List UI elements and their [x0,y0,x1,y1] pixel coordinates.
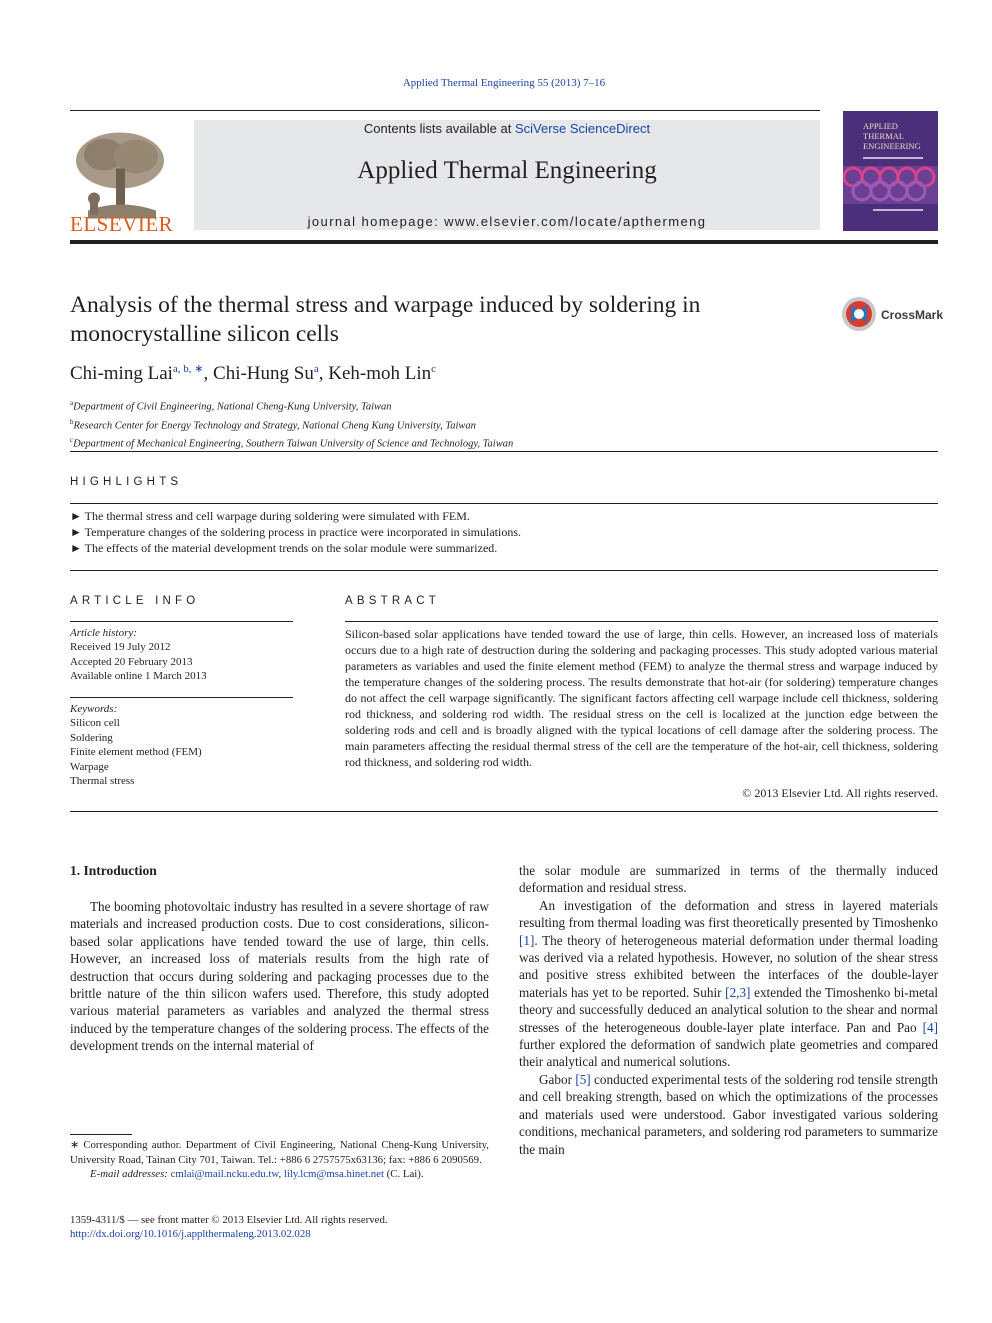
journal-title: Applied Thermal Engineering [357,157,657,184]
sciencedirect-link[interactable]: SciVerse ScienceDirect [514,121,651,136]
author-list: Chi-ming Lai$^{a, b, ∗}$, Chi-Hung Su$^a$, Keh-moh Lin$^c$ [70,363,437,384]
section-rule [70,451,938,452]
abstract-text: Silicon-based solar applications have tended toward the use of large, thin cells. However, an increased loss of materials occurs due to a high rate of destruction during the soldering and packaging processes. This study adopted various material parameters as variables and used the finite element method (FEM) to analyze the thermal stress and warpage induced by the temperature changes of the soldering process. The results demonstrate that hot-air (for soldering) temperature changes do not affect the cell warpage significantly. The significant factors affecting cell warpage include cell thickness, soldering rod thickness, and soldering rod width. The residual stress on the cell is localized at the junction edge between the soldering rods and cell and is broadly aligned with the typical locations of cell damage after the soldering process. The main parameters affecting the residual thermal stress of the cell are the temperature of the hot-air, cell thickness, soldering rod thickness, and soldering rod width. [345,627,938,769]
section-rule [70,697,293,698]
author-name[interactable]: Chi-Hung Su [213,363,314,384]
section-rule [345,621,938,622]
header-thick-rule [70,240,938,244]
keyword: Warpage [70,760,109,773]
footnote-rule [70,1134,132,1135]
section-rule [70,621,293,622]
highlight-item: ► The effects of the material development trends on the solar module were summarized. [70,541,498,555]
corresponding-author-text: ∗ Corresponding author. Department of Civil Engineering, National Cheng-Kung University, University Road, Tainan City 701, Taiwan. Tel.: +886 6 2757575x63136; fax: +886 6 2090569. [70,1139,489,1166]
keyword: Thermal stress [70,775,135,788]
body-paragraph: the solar module are summarized in terms of the thermally induced deformation and residual stress. [519,863,938,896]
affiliations [70,396,513,452]
citation-link[interactable]: [5] [575,1071,591,1087]
affiliation-item: $^c$Department of Mechanical Engineering, Southern Taiwan University of Science and Technology, Taiwan [70,436,514,450]
affiliation-item: $^b$Research Center for Energy Technology and Strategy, National Cheng Kung University, Taiwan [70,417,476,431]
contents-line: Contents lists available at SciVerse ScienceDirect [363,121,651,136]
abstract-copyright: © 2013 Elsevier Ltd. All rights reserved. [742,786,938,800]
keyword: Soldering [70,731,113,744]
body-paragraph: An investigation of the deformation and stress in layered materials resulting from thermal loading was first theoretically presented by Timoshenko [1]. The theory of heterogeneous material deformation under thermal loading was derived via a related hypothesis. However, no solution of the shear stress and positive stress exhibited between the interfaces of the double-layer materials has yet to be reported. Suhir [2,3] extended the Timoshenko bi-metal theory and successfully deduced an analytical solution to the shear and normal stresses of the heterogeneous double-layer plate interface. Pan and Pao [4] further explored the deformation of sandwich plate geometries and compared their analytical and numerical solutions. [519,897,938,1070]
abstract-heading: ABSTRACT [345,595,440,607]
section-heading-introduction: 1. Introduction [70,863,157,878]
journal-cover-thumbnail[interactable] [843,111,938,231]
header-rule [70,110,820,111]
keywords-label: Keywords: [70,703,118,715]
elsevier-wordmark: ELSEVIER [70,212,174,236]
author-affil-marker[interactable]: a, b, ∗ [172,363,204,375]
citation-link[interactable]: [2,3] [725,984,751,1000]
body-paragraph: The booming photovoltaic industry has resulted in a severe shortage of raw materials and increased production costs. Due to cost considerations, silicon-based solar applications have tended toward the use of large, thin cells. However, an increased loss of materials results from the high rate of destruction that occurs during soldering and packaging processes due to the brittle nature of the thin silicon wafers used. Therefore, this study adopted various material parameters as variables and analyzed the thermal stress induced by the temperature changes of the soldering process. The effects of the development trends on the internal material of [70,899,489,1054]
author-name[interactable]: Keh-moh Lin [328,363,432,384]
journal-citation[interactable]: Applied Thermal Engineering 55 (2013) 7–16 [402,77,606,89]
citation-link[interactable]: [1] [519,932,535,948]
article-info-heading: ARTICLE INFO [70,595,200,607]
body-paragraph: Gabor [5] conducted experimental tests of the soldering rod tensile strength and cell breaking strength, based on which the optimizations of the processes and materials used were understood. Gabor investigated various soldering conditions, mechanical parameters, and soldering rod parameters to summarize the main [519,1071,938,1157]
keyword: Silicon cell [70,717,120,730]
corresponding-author-footnote [70,1138,489,1182]
cover-title: APPLIED THERMAL ENGINEERING [863,121,921,151]
author-affil-marker[interactable]: c [431,363,437,375]
keyword: Finite element method (FEM) [70,746,202,759]
keywords-list [70,702,202,788]
front-matter [70,1213,388,1241]
article-title: Analysis of the thermal stress and warpage induced by soldering in monocrystalline silicon cells [70,292,701,347]
doi-link[interactable]: http://dx.doi.org/10.1016/j.applthermaleng.2013.02.028 [70,1228,311,1240]
highlights-heading: HIGHLIGHTS [70,476,183,488]
email-link[interactable]: lily.lcm@msa.hinet.net [283,1168,384,1180]
author-affil-marker[interactable]: a [313,363,319,375]
affiliation-item: $^a$Department of Civil Engineering, National Cheng-Kung University, Taiwan [70,399,392,413]
author-name[interactable]: Chi-ming Lai [70,363,173,384]
email-link[interactable]: cmlai@mail.ncku.edu.tw [170,1168,279,1180]
issn-line: 1359-4311/$ — see front matter © 2013 Elsevier Ltd. All rights reserved. [70,1214,388,1226]
history-item: Accepted 20 February 2013 [70,655,193,668]
section-rule [70,811,938,812]
section-rule [70,503,938,504]
history-item: Received 19 July 2012 [70,641,171,654]
highlight-item: ► Temperature changes of the soldering process in practice were incorporated in simulations. [70,525,521,539]
body-left-column [70,898,489,1055]
email-line: E-mail addresses: cmlai@mail.ncku.edu.tw, lily.lcm@msa.hinet.net (C. Lai). [90,1168,424,1180]
highlight-item: ► The thermal stress and cell warpage during soldering were simulated with FEM. [70,509,470,523]
section-rule [70,570,938,571]
history-label: Article history: [70,627,137,639]
crossmark-label[interactable]: CrossMark [881,308,944,322]
journal-homepage[interactable]: journal homepage: www.elsevier.com/locate/apthermeng [307,214,707,229]
history-item: Available online 1 March 2013 [70,670,207,683]
body-right-column [519,862,938,1158]
citation-link[interactable]: [4] [922,1019,938,1035]
article-history [70,626,207,684]
